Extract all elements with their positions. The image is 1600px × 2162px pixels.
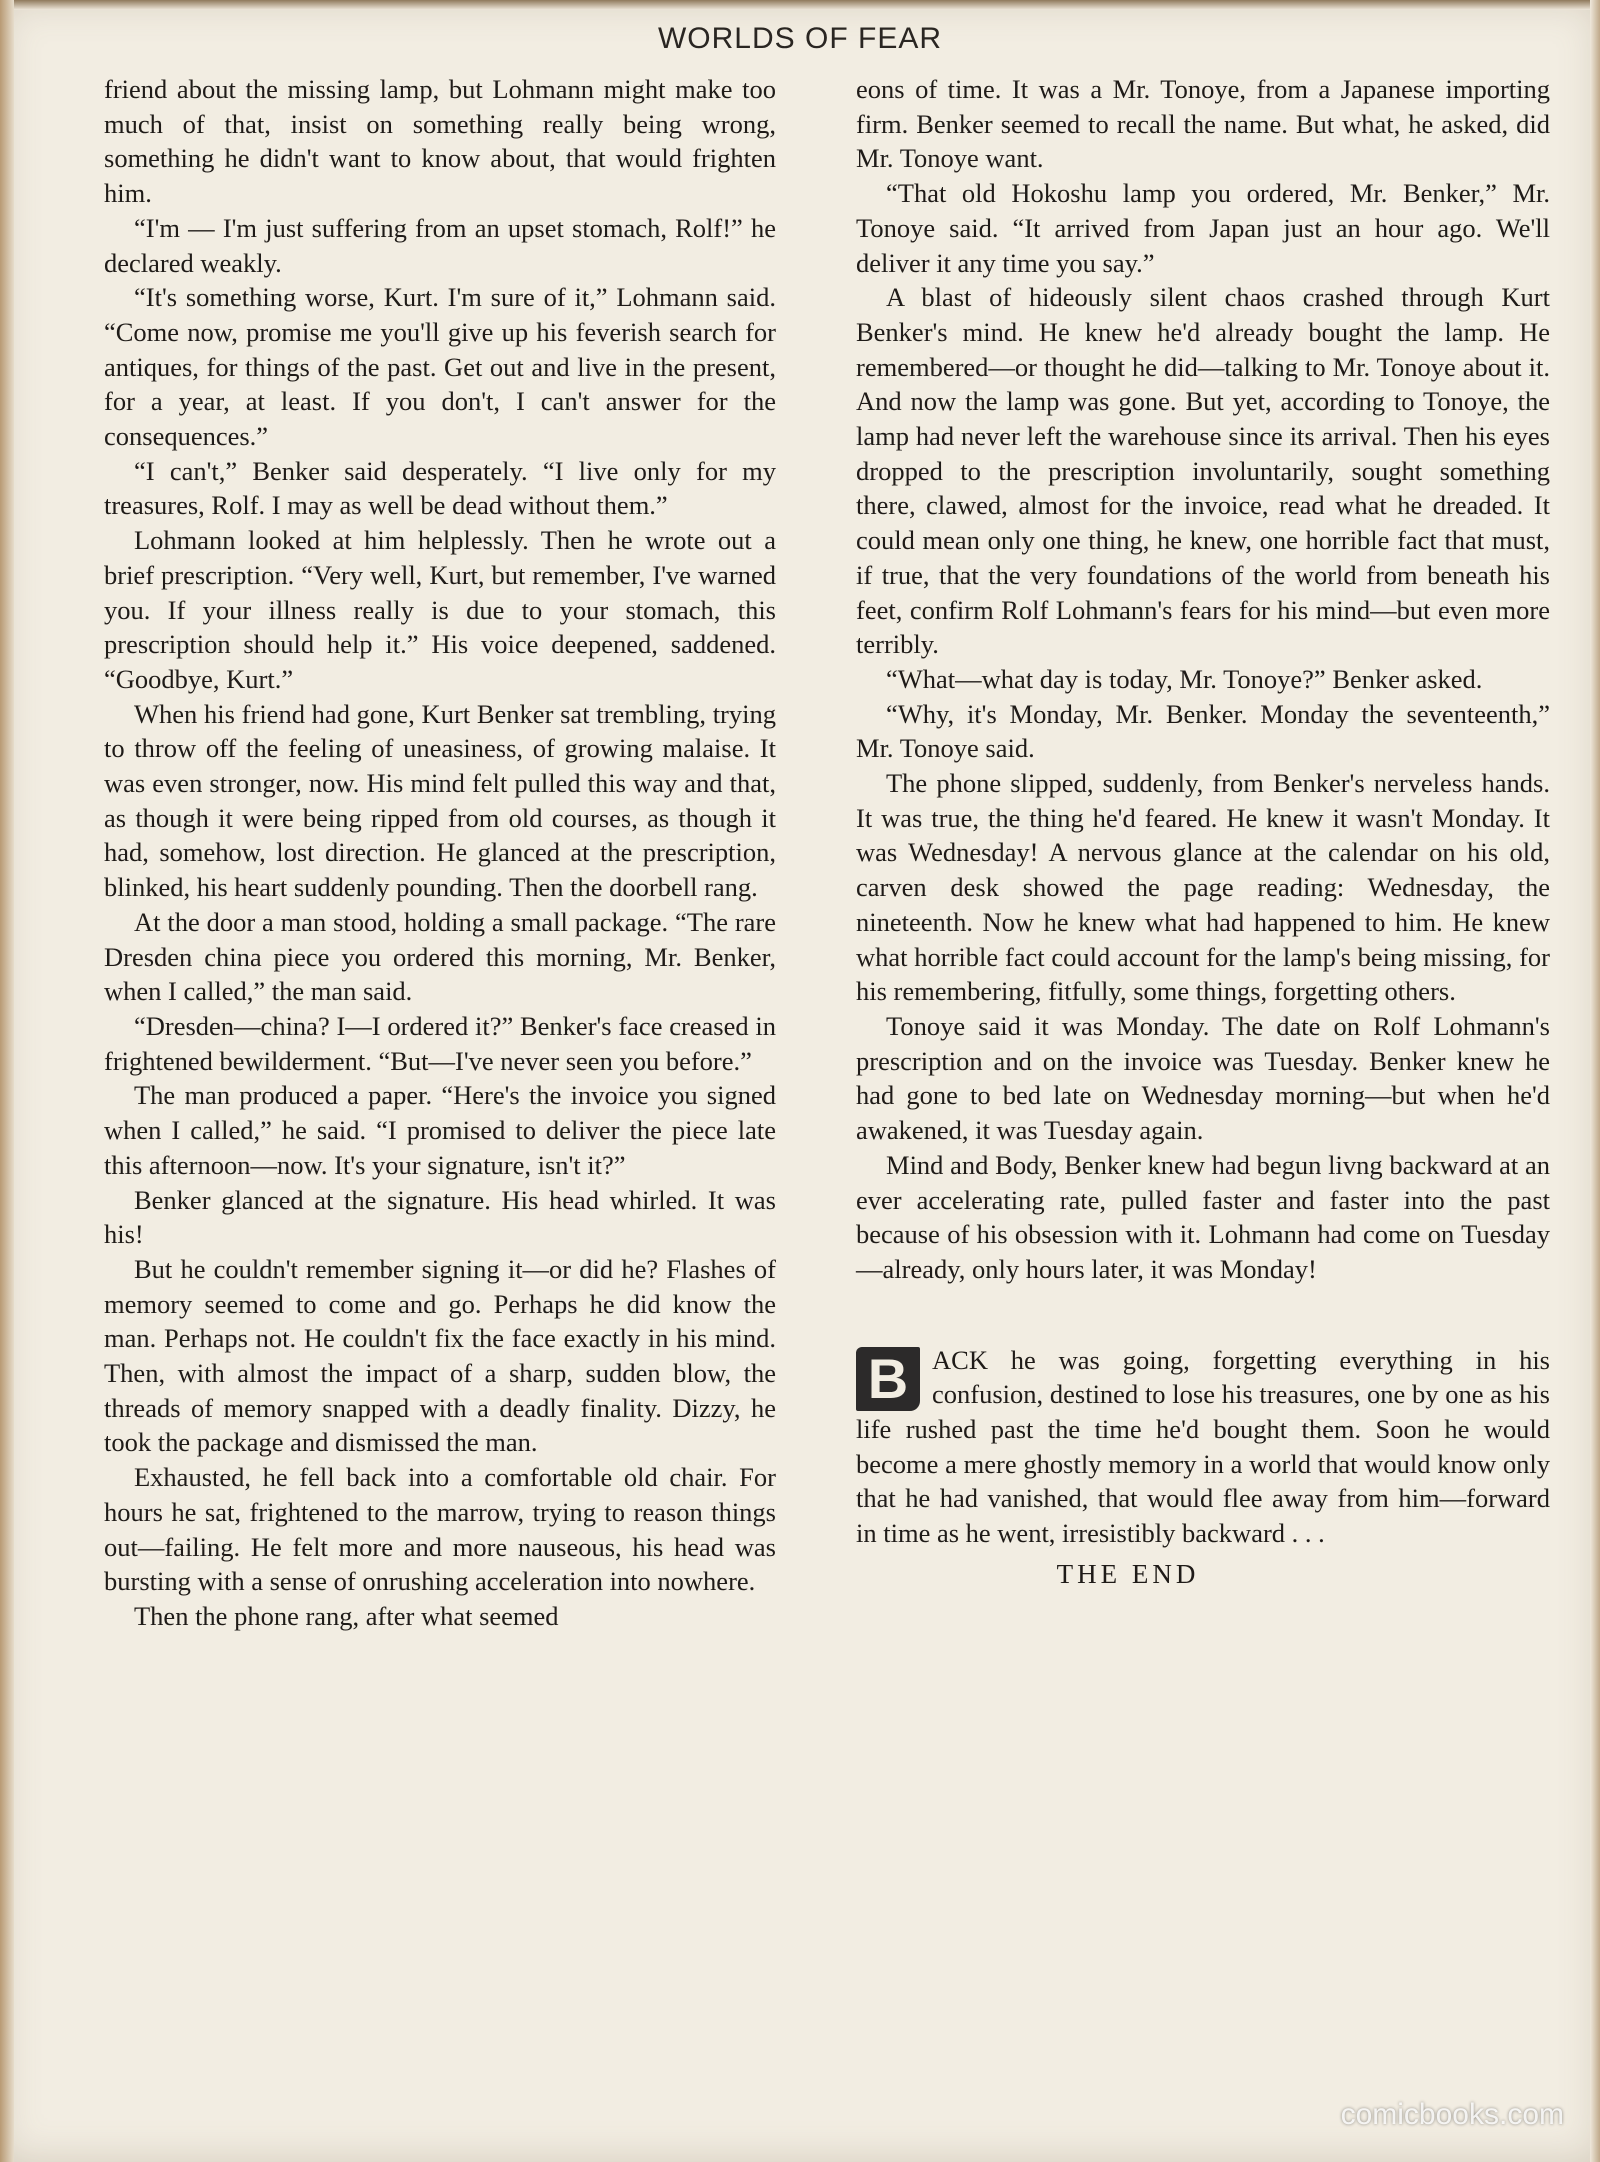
paragraph: “It's something worse, Kurt. I'm sure of it,” Lohmann said. “Come now, promise me you'll give up his feverish search for antiques, for things of the past. Get out and live in the present, for a year, at least. If you don't, I can't answer for the consequences.” (104, 282, 776, 452)
paragraph: Benker glanced at the signature. His head whirled. It was his! (104, 1184, 776, 1250)
paragraph: A blast of hideously silent chaos crashed through Kurt Benker's mind. He knew he'd already bought the lamp. He remembered—or thought he did—talking to Mr. Tonoye about it. And now the lamp was gone. But yet, according to Tonoye, the lamp had never left the warehouse since its arrival. Then his eyes dropped to the prescription involuntarily, sought something there, clawed, almost for the invoice, read what he dreaded. It could mean only one thing, he knew, one horrible fact that must, if true, that the very foundations of the world from beneath his feet, confirm Rolf Lohmann's fears for his mind—but even more terribly. (856, 282, 1550, 660)
paragraph: “I can't,” Benker said desperately. “I live only for my treasures, Rolf. I may as well be dead without them.” (104, 455, 776, 521)
paragraph: The phone slipped, suddenly, from Benker's nerveless hands. It was true, the thing he'd feared. He knew it wasn't Monday. It was Wednesday! A nervous glance at the calendar on his old, carven desk showed the page reading: Wednesday, the nineteenth. Now he knew what had happened to him. He knew what horrible fact could account for the lamp's being missing, for his remembering, fitfully, some things, forgetting others. (856, 768, 1550, 1007)
paragraph: At the door a man stood, holding a small package. “The rare Dresden china piece you ordered this morning, Mr. Benker, when I called,” the man said. (104, 906, 776, 1007)
page-left-edge (0, 0, 14, 2162)
paragraph: “That old Hokoshu lamp you ordered, Mr. Benker,” Mr. Tonoye said. “It arrived from Japan just an hour ago. We'll deliver it any time you say.” (856, 178, 1550, 278)
closing-paragraph-text: ACK he was going, forgetting everything in his confusion, destined to lose his treasures, one by one as his life rushed past the time he'd bought them. Soon he would become a mere ghostly memory in a world that would know only that he had vanished, that would flee away from him—forward in time as he went, irresistibly backward . . . (856, 1344, 1550, 1549)
paragraph: eons of time. It was a Mr. Tonoye, from a Japanese importing firm. Benker seemed to recall the name. But what, he asked, did Mr. Tonoye want. (856, 74, 1550, 174)
paragraph: Mind and Body, Benker knew had begun livng backward at an ever accelerating rate, pulled faster and faster into the past because of his obsession with it. Lohmann had come on Tuesday—already, only hours later, it was Monday! (856, 1149, 1550, 1284)
drop-cap-letter: B (856, 1347, 920, 1411)
paragraph: Exhausted, he fell back into a comfortable old chair. For hours he sat, frightened to the marrow, trying to reason things out—failing. He felt more and more nauseous, his head was bursting with a sense of onrushing acceleration into nowhere. (104, 1462, 776, 1597)
paragraph: friend about the missing lamp, but Lohmann might make too much of that, insist on something really being wrong, something he didn't want to know about, that would frighten him. (104, 74, 776, 209)
paragraph: When his friend had gone, Kurt Benker sat trembling, trying to throw off the feeling of uneasiness, of growing malaise. It was even stronger, now. His mind felt pulled this way and that, as though it were being ripped from old courses, as though it had, somehow, lost direction. He glanced at the prescription, blinked, his heart suddenly pounding. Then the doorbell rang. (104, 698, 776, 903)
paragraph: But he couldn't remember signing it—or did he? Flashes of memory seemed to come and go. Perhaps he did know the man. Perhaps not. He couldn't fix the face exactly in his mind. Then, with almost the impact of a sharp, sudden blow, the threads of memory snapped with a deadly finality. Dizzy, he took the package and dismissed the man. (104, 1253, 776, 1458)
paragraph: Then the phone rang, after what seemed (134, 1600, 559, 1631)
page-top-edge (0, 0, 1600, 10)
left-text-column (104, 72, 776, 1634)
page-right-edge (1590, 0, 1600, 2162)
paragraph: The man produced a paper. “Here's the invoice you signed when I called,” he said. “I promised to deliver the piece late this afternoon—now. It's your signature, isn't it?” (104, 1080, 776, 1180)
paragraph: Tonoye said it was Monday. The date on Rolf Lohmann's prescription and on the invoice was Tuesday. Benker knew he had gone to bed late on Wednesday morning—but when he'd awakened, it was Tuesday again. (856, 1010, 1550, 1146)
paragraph: “Dresden—china? I—I ordered it?” Benker's face creased in frightened bewilderment. “But—I've never seen you before.” (104, 1010, 776, 1076)
paragraph: “I'm — I'm just suffering from an upset stomach, Rolf!” he declared weakly. (104, 212, 776, 278)
paragraph: “Why, it's Monday, Mr. Benker. Monday the seventeenth,” Mr. Tonoye said. (856, 698, 1550, 764)
running-header: WORLDS OF FEAR (657, 22, 942, 55)
paragraph: “What—what day is today, Mr. Tonoye?” Benker asked. (886, 663, 1483, 694)
site-watermark: comicbooks.com (1340, 2098, 1564, 2131)
paragraph: Lohmann looked at him helplessly. Then he wrote out a brief prescription. “Very well, Kurt, but remember, I've warned you. If your illness really is due to your stomach, this prescription should help it.” His voice deepened, saddened. “Goodbye, Kurt.” (104, 525, 776, 694)
closing-paragraph (856, 1343, 1550, 1551)
right-text-column (856, 72, 1550, 1592)
the-end-label: THE END (1056, 1558, 1200, 1589)
section-break (856, 1287, 1550, 1343)
